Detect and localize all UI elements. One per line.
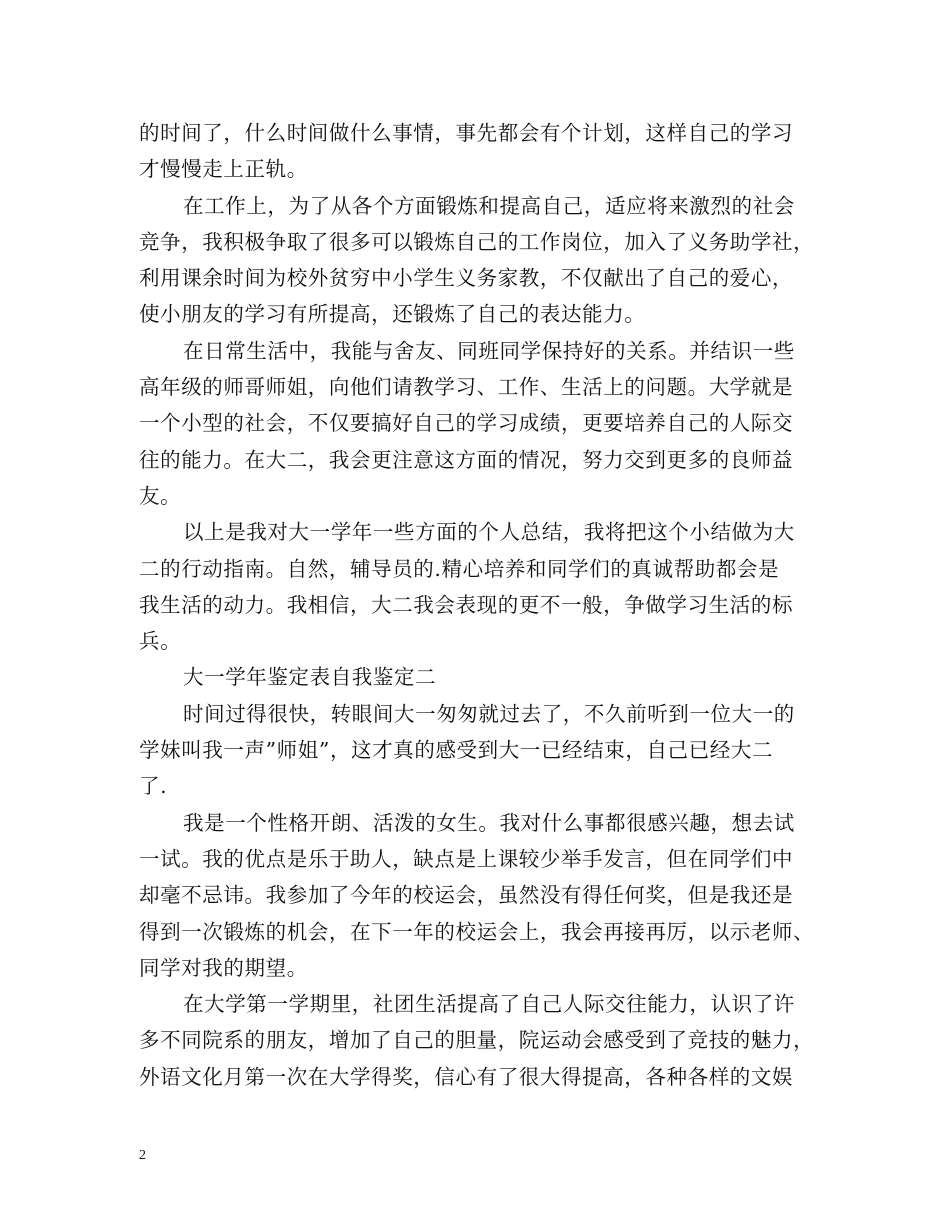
paragraph [139, 188, 819, 333]
text-line: 我是一个性格开朗、活泼的女生。我对什么事都很感兴趣，想去试 [183, 810, 795, 835]
text-line: 利用课余时间为校外贫穷中小学生义务家教，不仅献出了自己的爱心， [139, 266, 794, 291]
text-line: 我生活的动力。我相信，大二我会表现的更不一般，争做学习生活的标 [139, 592, 794, 617]
text-line: 才慢慢走上正轨。 [139, 157, 308, 182]
text-line: 在大学第一学期里，社团生活提高了自己人际交往能力，认识了许 [183, 992, 795, 1017]
text-line: 却毫不忌讳。我参加了今年的校运会，虽然没有得任何奖，但是我还是 [139, 883, 794, 908]
text-line: 兵。 [139, 629, 182, 654]
text-line: 高年级的师哥师姐，向他们请教学习、工作、生活上的问题。大学就是 [139, 375, 794, 400]
text-line: 竞争，我积极争取了很多可以锻炼自己的工作岗位，加入了义务助学社， [139, 229, 815, 254]
text-line: 时间过得很快，转眼间大一匆匆就过去了，不久前听到一位大一的 [183, 701, 795, 726]
text-line: 一个小型的社会，不仅要搞好自己的学习成绩，更要培养自己的人际交 [139, 411, 794, 436]
paragraph [139, 333, 819, 514]
text-line: 在工作上，为了从各个方面锻炼和提高自己，适应将来激烈的社会 [183, 193, 795, 218]
text-line: 往的能力。在大二，我会更注意这方面的情况，努力交到更多的良师益 [139, 447, 794, 472]
paragraph [139, 696, 819, 805]
text-line: 同学对我的期望。 [139, 955, 308, 980]
paragraph [139, 986, 819, 1095]
text-line: 在日常生活中，我能与舍友、同班同学保持好的关系。并结识一些 [183, 338, 795, 363]
text-line: 大一学年鉴定表自我鉴定二 [183, 665, 437, 690]
paragraph [139, 805, 819, 986]
paragraph [139, 659, 819, 695]
paragraph [139, 115, 819, 188]
text-line: 得到一次锻炼的机会，在下一年的校运会上，我会再接再厉，以示老师、 [139, 919, 815, 944]
text-line: 以上是我对大一学年一些方面的个人总结，我将把这个小结做为大 [183, 520, 795, 545]
page-number: 2 [139, 1148, 146, 1163]
text-line: 多不同院系的朋友，增加了自己的胆量，院运动会感受到了竞技的魅力， [139, 1028, 815, 1053]
text-line: 二的行动指南。自然，辅导员的.精心培养和同学们的真诚帮助都会是 [139, 556, 780, 581]
text-line: 学妹叫我一声”师姐”，这才真的感受到大一已经结束，自己已经大二 [139, 738, 774, 763]
text-line: 友。 [139, 483, 182, 508]
document-body [139, 115, 819, 1095]
text-line: 使小朋友的学习有所提高，还锻炼了自己的表达能力。 [139, 302, 646, 327]
text-line: 的时间了，什么时间做什么事情，事先都会有个计划，这样自己的学习 [139, 121, 794, 145]
text-line: 一试。我的优点是乐于助人，缺点是上课较少举手发言，但在同学们中 [139, 846, 794, 871]
paragraph [139, 514, 819, 659]
text-line: 了. [139, 774, 168, 799]
text-line: 外语文化月第一次在大学得奖，信心有了很大得提高，各种各样的文娱 [139, 1064, 794, 1089]
